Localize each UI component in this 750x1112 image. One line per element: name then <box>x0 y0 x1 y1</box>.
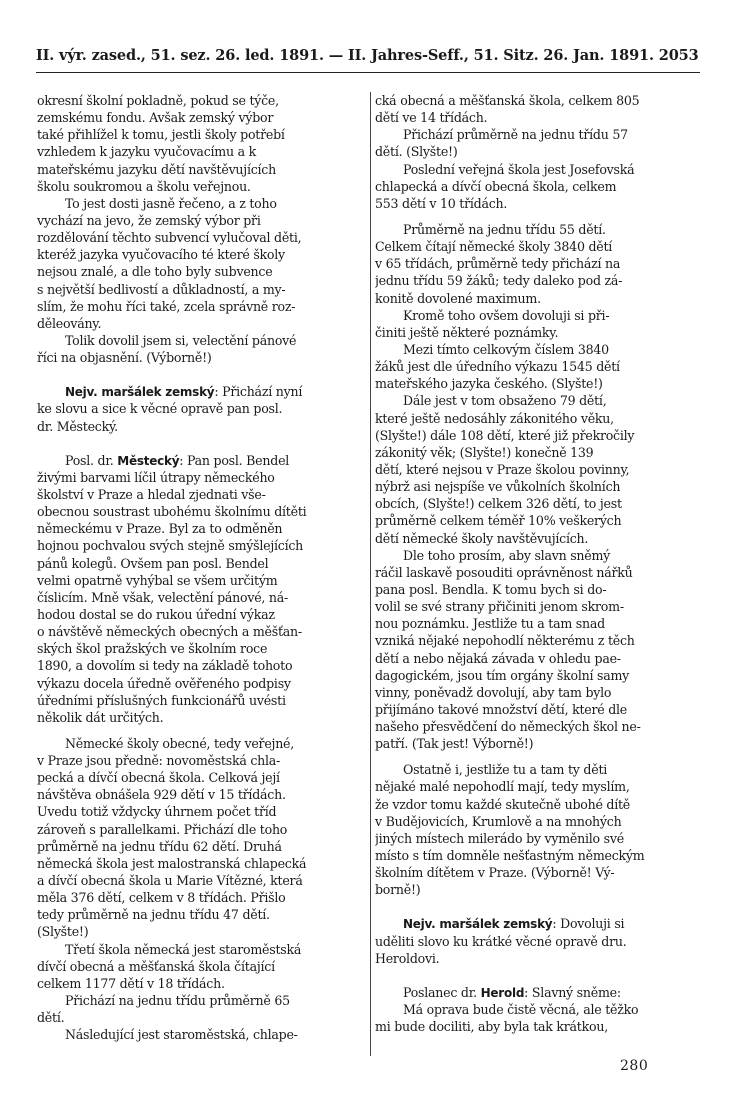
text-line: rozdělování těchto subvencí vylučoval děti, <box>37 230 302 246</box>
text-line: dívčí obecná a měšťanská škola čítající <box>37 958 275 974</box>
text-line: Německé školy obecné, tedy veřejné, <box>65 735 295 751</box>
text-line: německému v Praze. Byl za to odměněn <box>37 521 283 537</box>
text-line: Přichází průměrně na jednu třídu 57 <box>403 127 628 143</box>
page-number: 280 <box>620 1058 649 1074</box>
text-line: ráčil laskavě posouditi oprávněnost nářků <box>375 564 633 580</box>
text-line: v Praze jsou předně: novoměstská chla- <box>37 753 281 769</box>
text-line: jednu třídu 59 žáků; tedy daleko pod zá- <box>375 273 623 289</box>
text-line: přijímáno takové množství dětí, které dle <box>375 701 628 717</box>
text-line: pecká a dívčí obecná škola. Celková její <box>37 770 280 786</box>
text-line: (Slyšte!) dále 108 dětí, které již překročily <box>375 427 635 443</box>
text-line: s největší bedlivostí a důkladností, a my- <box>37 281 286 297</box>
text-line: hojnou pochvalou svých stejně smýšlejících <box>37 538 304 554</box>
text-line: žáků jest dle úředního výkazu 1545 dětí <box>375 359 620 375</box>
speaker-line: Nejv. maršálek zemský: Dovoluji si <box>403 916 625 932</box>
text-line: Přichází na jednu třídu průměrně 65 <box>65 993 290 1009</box>
text-line: dětí, které nejsou v Praze školou povinny, <box>375 461 630 477</box>
text-line: tedy průměrně na jednu třídu 47 dětí. <box>37 907 270 923</box>
text-line: Následující jest staroměstská, chlape- <box>65 1027 298 1043</box>
text-line: německá škola jest malostranská chlapecká <box>37 855 307 871</box>
text-line: pana posl. Bendla. K tomu bych si do- <box>375 581 607 597</box>
text-line: zákonitý věk; (Slyšte!) konečně 139 <box>375 444 594 460</box>
text-line: dětí německé školy navštěvujících. <box>375 530 589 546</box>
text-line: říci na objasnění. (Výborně!) <box>37 350 212 366</box>
text-line: nou poznámku. Jestliže tu a tam snad <box>375 616 605 632</box>
text-line: měla 376 dětí, celkem v 8 třídách. Přišlo <box>37 890 286 906</box>
text-line: nějaké malé nepohodlí mají, tedy myslím, <box>375 779 630 795</box>
text-line: vzniká nějaké nepohodlí některému z těch <box>375 633 635 649</box>
text-line: obecnou soustrast ubohému školnímu dítěti <box>37 504 307 520</box>
text-line: dr. Městecký. <box>37 418 118 434</box>
text-line: zároveň s parallelkami. Přichází dle toho <box>37 821 288 837</box>
text-line: Dle toho prosím, aby slavn sněmý <box>403 547 611 563</box>
text-line: Má oprava bude čistě věcná, ale těžko <box>403 1002 639 1018</box>
text-line: hodou dostal se do rukou úřední výkaz <box>37 606 275 622</box>
text-line: vinny, poněvadž dovolují, aby tam bylo <box>375 684 612 700</box>
text-line: ských škol pražských ve školním roce <box>37 641 268 657</box>
text-line: dětí ve 14 třídách. <box>375 110 488 126</box>
text-line: návštěva obnášela 929 dětí v 15 třídách. <box>37 787 286 803</box>
text-line: obcích, (Slyšte!) celkem 326 dětí, to jest <box>375 496 622 512</box>
text-line: Kromě toho ovšem dovoluji si při- <box>403 307 610 323</box>
text-line: našeho přesvědčení do německých škol ne- <box>375 719 641 735</box>
text-line: Dále jest v tom obsaženo 79 dětí, <box>403 393 607 409</box>
text-line: Třetí škola německá jest staroměstská <box>65 941 302 957</box>
speaker-line: Nejv. maršálek zemský: Přichází nyní <box>65 384 303 400</box>
text-line: Ostatně i, jestliže tu a tam ty děti <box>403 762 608 778</box>
text-line: průměrně celkem téměř 10% veškerých <box>375 513 622 529</box>
text-line: místo s tím domněle nešťastným německým <box>375 848 645 864</box>
text-line: konitě dovolené maximum. <box>375 290 541 306</box>
text-line: činiti ještě některé poznámky. <box>375 324 559 340</box>
text-line: děleovány. <box>37 315 102 331</box>
text-line: číslicím. Mně však, velectění pánové, ná- <box>37 589 289 605</box>
text-line: Heroldovi. <box>375 950 440 966</box>
text-line: živými barvami líčil útrapy německého <box>37 469 275 485</box>
text-line: 1890, a dovolím si tedy na základě tohoto <box>37 658 293 674</box>
text-line: chlapecká a dívčí obecná škola, celkem <box>375 178 617 194</box>
text-line: dětí. <box>37 1010 65 1026</box>
text-line: zemskému fondu. Avšak zemský výbor <box>37 110 274 126</box>
text-line: To jest dosti jasně řečeno, a z toho <box>65 195 277 211</box>
text-line: vychází na jevo, že zemský výbor při <box>37 212 261 228</box>
text-line: také přihlížel k tomu, jestli školy potřebí <box>37 127 285 143</box>
text-line: mateřského jazyka českého. (Slyšte!) <box>375 376 603 392</box>
text-line: jiných místech milerádo by vyměnilo své <box>375 830 624 846</box>
text-line: mateřskému jazyku dětí navštěvujících <box>37 161 276 177</box>
text-line: úředními příslušných funkcionářů uvésti <box>37 692 286 708</box>
text-line: dětí a nebo nějaká závada v ohledu pae- <box>375 650 621 666</box>
text-line: Mezi tímto celkovým číslem 3840 <box>403 341 609 357</box>
text-line: slím, že mohu říci také, zcela správně roz- <box>37 298 296 314</box>
page-header: II. výr. zased., 51. sez. 26. led. 1891. — II. Jahres-Seff., 51. Sitz. 26. Jan. 1891. 2053 <box>36 47 699 64</box>
text-line: v 65 třídách, průměrně tedy přichází na <box>375 256 621 272</box>
text-line: cká obecná a měšťanská škola, celkem 805 <box>375 93 640 108</box>
speaker-line: Posl. dr. Městecký: Pan posl. Bendel <box>65 452 290 468</box>
header-rule <box>36 72 700 73</box>
text-line: kteréž jazyka vyučovacího té které školy <box>37 247 285 263</box>
text-line: borně!) <box>375 882 421 898</box>
speaker-line: Poslanec dr. Herold: Slavný sněme: <box>403 984 621 1000</box>
text-line: celkem 1177 dětí v 18 třídách. <box>37 975 225 991</box>
text-line: v Budějovicích, Krumlově a na mnohých <box>375 813 622 829</box>
text-line: 553 dětí v 10 třídách. <box>375 195 508 211</box>
text-line: školu soukromou a školu veřejnou. <box>37 178 251 194</box>
text-line: nýbrž asi nejspíše ve vůkolních školních <box>375 479 621 495</box>
text-line: Poslední veřejná škola jest Josefovská <box>403 161 635 177</box>
text-line: průměrně na jednu třídu 62 dětí. Druhá <box>37 838 282 854</box>
text-line: (Slyšte!) <box>37 924 89 940</box>
left-column <box>37 92 364 1043</box>
text-line: o návštěvě německých obecných a měšťan- <box>37 624 302 640</box>
text-line: Uvedu totiž vždycky úhrnem počet tříd <box>37 804 277 820</box>
text-line: dagogickém, jsou tím orgány školní samy <box>375 667 630 683</box>
text-line: volil se své strany přičiniti jenom skrom- <box>375 599 624 615</box>
text-line: Tolik dovolil jsem si, velectění pánové <box>65 332 297 348</box>
text-line: školství v Praze a hledal zjednati vše- <box>37 486 266 502</box>
text-line: Celkem čítají německé školy 3840 dětí <box>375 239 613 255</box>
text-line: několik dát určitých. <box>37 709 164 725</box>
text-line: dětí. (Slyšte!) <box>375 144 458 160</box>
text-line: výkazu docela úředně ověřeného podpisy <box>37 675 291 691</box>
text-line: nejsou znalé, a dle toho byly subvence <box>37 264 273 280</box>
text-line: patří. (Tak jest! Výborně!) <box>375 736 534 752</box>
text-line: mi bude dociliti, aby byla tak krátkou, <box>375 1019 608 1035</box>
text-line: školním dítětem v Praze. (Výborně! Vý- <box>375 865 615 881</box>
text-line: pánů kolegů. Ovšem pan posl. Bendel <box>37 555 269 571</box>
text-line: že vzdor tomu každé skutečně ubohé dítě <box>375 796 631 812</box>
text-line: a dívčí obecná škola u Marie Vítězné, která <box>37 873 303 889</box>
text-line: ke slovu a sice k věcné opravě pan posl. <box>37 401 283 417</box>
text-line: okresní školní pokladně, pokud se týče, <box>37 93 279 108</box>
text-line: uděliti slovo ku krátké věcné opravě dru. <box>375 933 627 949</box>
text-line: které ještě nedosáhly zákonitého věku, <box>375 410 614 426</box>
text-line: Průměrně na jednu třídu 55 dětí. <box>403 221 606 237</box>
column-divider <box>370 92 371 1056</box>
right-column <box>375 92 701 1035</box>
text-line: velmi opatrně vyhýbal se všem určitým <box>37 572 278 588</box>
text-line: vzhledem k jazyku vyučovacímu a k <box>37 144 256 160</box>
